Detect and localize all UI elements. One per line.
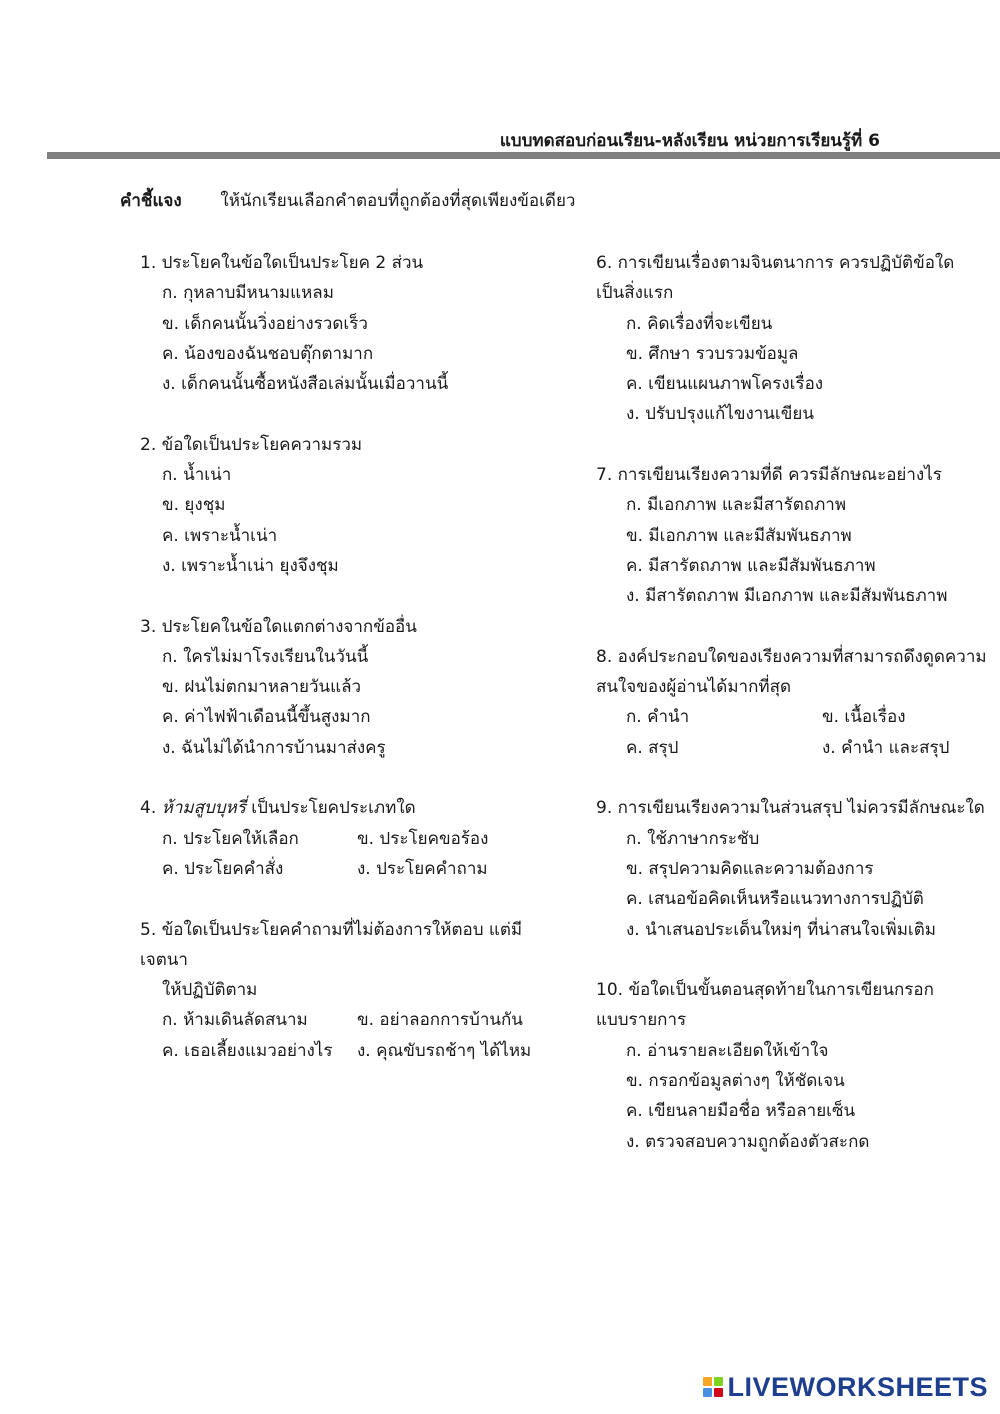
liveworksheets-wordmark: LIVEWORKSHEETS [727, 1371, 988, 1402]
q3-option-a[interactable]: ก. ใครไม่มาโรงเรียนในวันนี้ [162, 646, 369, 667]
question-6-line-1: 6. การเขียนเรื่องตามจินตนาการ ควรปฏิบัติข้อใด [596, 253, 955, 273]
question-1: 1. ประโยคในข้อใดเป็นประโยค 2 ส่วน [140, 253, 424, 273]
q6-option-d[interactable]: ง. ปรับปรุงแก้ไขงานเขียน [626, 404, 814, 425]
question-10-line-1: 10. ข้อใดเป็นขั้นตอนสุดท้ายในการเขียนกรอก [596, 980, 934, 1001]
question-9: 9. การเขียนเรียงความในส่วนสรุป ไม่ควรมีลักษณะใด [596, 798, 985, 819]
q4-option-a[interactable]: ก. ประโยคให้เลือก [162, 828, 299, 849]
q7-option-c[interactable]: ค. มีสารัตถภาพ และมีสัมพันธภาพ [626, 555, 876, 576]
q6-option-b[interactable]: ข. ศึกษา รวบรวมข้อมูล [626, 343, 799, 364]
q4-option-c[interactable]: ค. ประโยคคำสั่ง [162, 858, 284, 879]
q7-option-d[interactable]: ง. มีสารัตถภาพ มีเอกภาพ และมีสัมพันธภาพ [626, 586, 948, 607]
question-5-line-2: เจตนา [140, 949, 188, 970]
q4-option-d[interactable]: ง. ประโยคคำถาม [357, 858, 488, 879]
q2-option-b[interactable]: ข. ยุงชุม [162, 495, 226, 516]
instructions-label: คำชี้แจง [120, 191, 182, 211]
q9-option-d[interactable]: ง. นำเสนอประเด็นใหม่ๆ ที่น่าสนใจเพิ่มเติม [626, 919, 936, 940]
q2-option-c[interactable]: ค. เพราะน้ำเน่า [162, 525, 278, 546]
logo-square-2 [714, 1377, 723, 1386]
logo-square-4 [714, 1388, 723, 1397]
question-6-line-2: เป็นสิ่งแรก [596, 283, 674, 304]
logo-square-3 [703, 1388, 712, 1397]
q1-option-d[interactable]: ง. เด็กคนนั้นซื้อหนังสือเล่มนั้นเมื่อวานนี้ [162, 374, 449, 395]
question-8-line-1: 8. องค์ประกอบใดของเรียงความที่สามารถดึงดูดความ [596, 646, 987, 667]
question-2: 2. ข้อใดเป็นประโยคความรวม [140, 434, 363, 455]
header-divider [47, 152, 1000, 159]
question-3: 3. ประโยคในข้อใดแตกต่างจากข้ออื่น [140, 616, 417, 637]
q6-option-a[interactable]: ก. คิดเรื่องที่จะเขียน [626, 313, 773, 334]
question-7: 7. การเขียนเรียงความที่ดี ควรมีลักษณะอย่างไร [596, 465, 942, 486]
question-4 [140, 793, 580, 823]
q8-option-c[interactable]: ค. สรุป [626, 737, 679, 758]
q8-option-d[interactable]: ง. คำนำ และสรุป [822, 737, 950, 758]
q1-option-a[interactable]: ก. กุหลาบมีหนามแหลม [162, 283, 334, 304]
q4-option-b[interactable]: ข. ประโยคขอร้อง [357, 828, 489, 849]
question-10-line-2: แบบรายการ [596, 1010, 687, 1031]
q6-option-c[interactable]: ค. เขียนแผนภาพโครงเรื่อง [626, 374, 824, 395]
q10-option-d[interactable]: ง. ตรวจสอบความถูกต้องตัวสะกด [626, 1131, 870, 1152]
q7-option-a[interactable]: ก. มีเอกภาพ และมีสารัตถภาพ [626, 495, 847, 516]
page-header-title: แบบทดสอบก่อนเรียน-หลังเรียน หน่วยการเรียนรู้ที่ 6 [499, 131, 880, 151]
q5-option-b[interactable]: ข. อย่าลอกการบ้านกัน [357, 1010, 523, 1031]
q4-emphasis: ห้ามสูบบุหรี่ [161, 798, 246, 819]
right-column [596, 248, 991, 1157]
liveworksheets-logo-icon [703, 1377, 723, 1397]
left-column [140, 248, 580, 1066]
q3-option-b[interactable]: ข. ฝนไม่ตกมาหลายวันแล้ว [162, 677, 362, 698]
q5-option-a[interactable]: ก. ห้ามเดินลัดสนาม [162, 1010, 308, 1031]
q10-option-c[interactable]: ค. เขียนลายมือชื่อ หรือลายเซ็น [626, 1101, 856, 1122]
q9-option-c[interactable]: ค. เสนอข้อคิดเห็นหรือแนวทางการปฏิบัติ [626, 889, 924, 910]
q5-option-d[interactable]: ง. คุณขับรถช้าๆ ได้ไหม [357, 1040, 532, 1061]
q2-option-a[interactable]: ก. น้ำเน่า [162, 465, 232, 486]
q7-option-b[interactable]: ข. มีเอกภาพ และมีสัมพันธภาพ [626, 525, 852, 546]
q10-option-b[interactable]: ข. กรอกข้อมูลต่างๆ ให้ชัดเจน [626, 1071, 845, 1092]
question-8-line-2: สนใจของผู้อ่านได้มากที่สุด [596, 677, 791, 698]
q8-option-a[interactable]: ก. คำนำ [626, 707, 690, 728]
question-5-line-3: ให้ปฏิบัติตาม [162, 980, 258, 1001]
instructions [120, 187, 575, 214]
q2-option-d[interactable]: ง. เพราะน้ำเน่า ยุงจึงชุม [162, 555, 339, 576]
q1-option-b[interactable]: ข. เด็กคนนั้นวิ่งอย่างรวดเร็ว [162, 313, 368, 334]
q9-option-b[interactable]: ข. สรุปความคิดและความต้องการ [626, 858, 874, 879]
q9-option-a[interactable]: ก. ใช้ภาษากระชับ [626, 828, 760, 849]
q3-option-c[interactable]: ค. ค่าไฟฟ้าเดือนนี้ขึ้นสูงมาก [162, 707, 371, 728]
q4-rest: เป็นประโยคประเภทใด [245, 798, 416, 819]
q10-option-a[interactable]: ก. อ่านรายละเอียดให้เข้าใจ [626, 1040, 829, 1061]
liveworksheets-brand [703, 1372, 988, 1402]
q4-number: 4. [140, 798, 157, 819]
question-5-line-1: 5. ข้อใดเป็นประโยคคำถามที่ไม่ต้องการให้ตอบ แต่มี [140, 919, 523, 940]
logo-square-1 [703, 1377, 712, 1386]
q1-option-c[interactable]: ค. น้องของฉันชอบตุ๊กตามาก [162, 343, 374, 364]
q5-option-c[interactable]: ค. เธอเลี้ยงแมวอย่างไร [162, 1040, 333, 1061]
q3-option-d[interactable]: ง. ฉันไม่ได้นำการบ้านมาส่งครู [162, 737, 386, 758]
instructions-text: ให้นักเรียนเลือกคำตอบที่ถูกต้องที่สุดเพียงข้อเดียว [220, 191, 576, 211]
q8-option-b[interactable]: ข. เนื้อเรื่อง [822, 707, 906, 728]
